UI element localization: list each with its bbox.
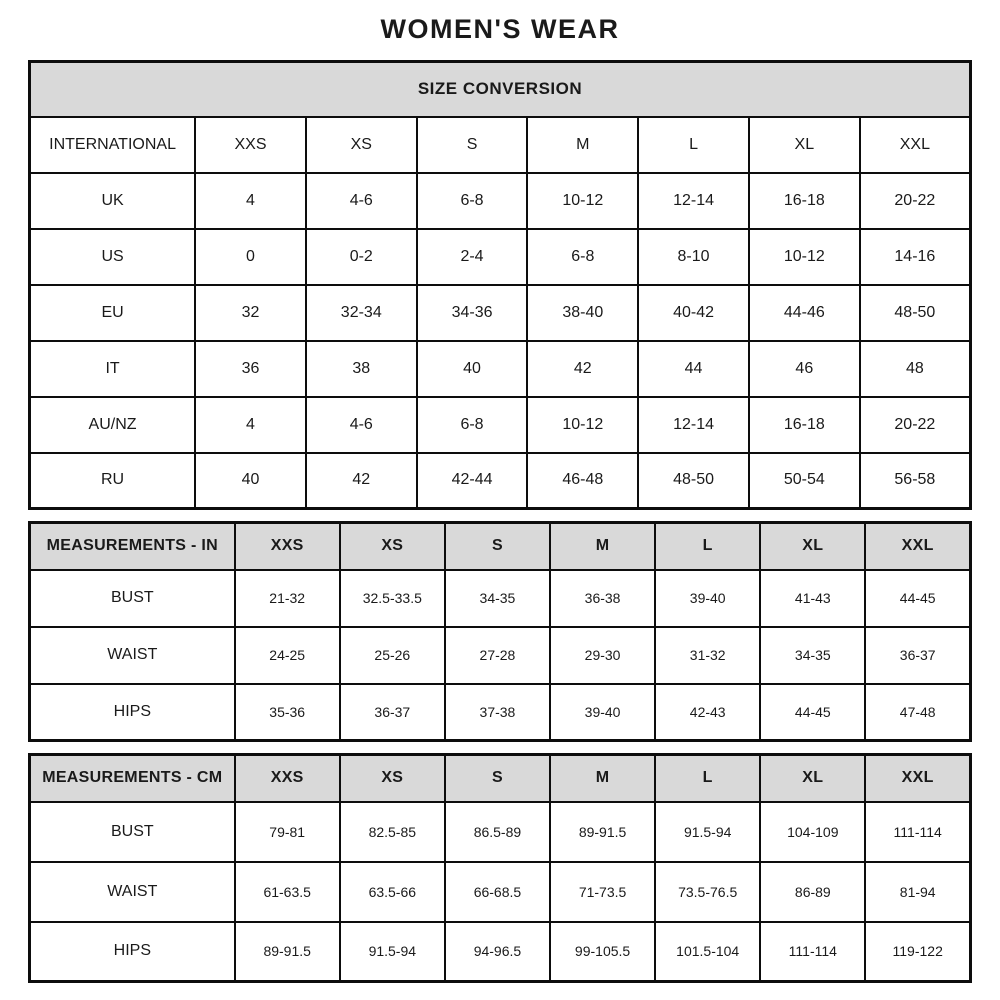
value-cell: 6-8 xyxy=(527,229,638,285)
value-cell: 111-114 xyxy=(760,922,865,982)
value-cell: 36-37 xyxy=(340,684,445,741)
value-cell: 12-14 xyxy=(638,173,749,229)
table-row xyxy=(30,922,971,982)
value-cell: 44-45 xyxy=(865,570,970,627)
size-conversion-table xyxy=(28,60,972,510)
value-cell: 8-10 xyxy=(638,229,749,285)
value-cell: 71-73.5 xyxy=(550,862,655,922)
value-cell: 35-36 xyxy=(235,684,340,741)
table-row xyxy=(30,397,971,453)
value-cell: 82.5-85 xyxy=(340,802,445,862)
column-header: XXL xyxy=(865,755,970,802)
value-cell: 20-22 xyxy=(860,397,971,453)
column-header-row xyxy=(30,523,971,570)
value-cell: 34-35 xyxy=(760,627,865,684)
value-cell: 37-38 xyxy=(445,684,550,741)
value-cell: 36-37 xyxy=(865,627,970,684)
value-cell: 34-36 xyxy=(417,285,528,341)
value-cell: 39-40 xyxy=(550,684,655,741)
column-header: XXS xyxy=(195,117,306,173)
value-cell: 91.5-94 xyxy=(655,802,760,862)
value-cell: 25-26 xyxy=(340,627,445,684)
value-cell: 50-54 xyxy=(749,453,860,509)
value-cell: 42 xyxy=(306,453,417,509)
value-cell: 42 xyxy=(527,341,638,397)
value-cell: 24-25 xyxy=(235,627,340,684)
column-header: L xyxy=(655,523,760,570)
value-cell: 79-81 xyxy=(235,802,340,862)
row-label: US xyxy=(30,229,196,285)
value-cell: 6-8 xyxy=(417,173,528,229)
row-label: EU xyxy=(30,285,196,341)
value-cell: 46 xyxy=(749,341,860,397)
value-cell: 66-68.5 xyxy=(445,862,550,922)
value-cell: 47-48 xyxy=(865,684,970,741)
value-cell: 32.5-33.5 xyxy=(340,570,445,627)
column-header: XS xyxy=(340,523,445,570)
table-row xyxy=(30,285,971,341)
table-row xyxy=(30,453,971,509)
row-label: AU/NZ xyxy=(30,397,196,453)
table-row xyxy=(30,341,971,397)
value-cell: 16-18 xyxy=(749,173,860,229)
table-row xyxy=(30,684,971,741)
table-row xyxy=(30,173,971,229)
value-cell: 20-22 xyxy=(860,173,971,229)
value-cell: 44 xyxy=(638,341,749,397)
value-cell: 63.5-66 xyxy=(340,862,445,922)
value-cell: 42-44 xyxy=(417,453,528,509)
row-label: BUST xyxy=(30,570,235,627)
column-header: XXS xyxy=(235,755,340,802)
column-header: S xyxy=(417,117,528,173)
value-cell: 41-43 xyxy=(760,570,865,627)
value-cell: 36 xyxy=(195,341,306,397)
value-cell: 111-114 xyxy=(865,802,970,862)
value-cell: 6-8 xyxy=(417,397,528,453)
table-row xyxy=(30,802,971,862)
measurements-cm-table xyxy=(28,753,972,983)
row-label: WAIST xyxy=(30,862,235,922)
value-cell: 44-46 xyxy=(749,285,860,341)
column-header: XS xyxy=(340,755,445,802)
value-cell: 39-40 xyxy=(655,570,760,627)
value-cell: 81-94 xyxy=(865,862,970,922)
column-header: M xyxy=(550,755,655,802)
value-cell: 10-12 xyxy=(749,229,860,285)
row-group-label: MEASUREMENTS - IN xyxy=(30,523,235,570)
column-header-row xyxy=(30,117,971,173)
value-cell: 4 xyxy=(195,397,306,453)
column-header: XL xyxy=(749,117,860,173)
row-label: IT xyxy=(30,341,196,397)
value-cell: 14-16 xyxy=(860,229,971,285)
value-cell: 12-14 xyxy=(638,397,749,453)
value-cell: 48 xyxy=(860,341,971,397)
row-group-label: INTERNATIONAL xyxy=(30,117,196,173)
row-label: RU xyxy=(30,453,196,509)
value-cell: 38 xyxy=(306,341,417,397)
value-cell: 86.5-89 xyxy=(445,802,550,862)
column-header: XS xyxy=(306,117,417,173)
value-cell: 27-28 xyxy=(445,627,550,684)
value-cell: 119-122 xyxy=(865,922,970,982)
value-cell: 10-12 xyxy=(527,397,638,453)
value-cell: 104-109 xyxy=(760,802,865,862)
column-header: XXL xyxy=(860,117,971,173)
column-header: XL xyxy=(760,755,865,802)
table-row xyxy=(30,229,971,285)
page-title: WOMEN'S WEAR xyxy=(380,14,620,44)
value-cell: 94-96.5 xyxy=(445,922,550,982)
row-label: HIPS xyxy=(30,684,235,741)
value-cell: 99-105.5 xyxy=(550,922,655,982)
table-title-row xyxy=(30,62,971,117)
row-label: HIPS xyxy=(30,922,235,982)
value-cell: 21-32 xyxy=(235,570,340,627)
value-cell: 46-48 xyxy=(527,453,638,509)
value-cell: 61-63.5 xyxy=(235,862,340,922)
value-cell: 2-4 xyxy=(417,229,528,285)
value-cell: 16-18 xyxy=(749,397,860,453)
value-cell: 10-12 xyxy=(527,173,638,229)
row-label: WAIST xyxy=(30,627,235,684)
table-row xyxy=(30,862,971,922)
value-cell: 32-34 xyxy=(306,285,417,341)
table-row xyxy=(30,627,971,684)
value-cell: 40-42 xyxy=(638,285,749,341)
value-cell: 32 xyxy=(195,285,306,341)
value-cell: 0-2 xyxy=(306,229,417,285)
column-header: L xyxy=(655,755,760,802)
value-cell: 4-6 xyxy=(306,397,417,453)
value-cell: 38-40 xyxy=(527,285,638,341)
column-header: M xyxy=(550,523,655,570)
column-header: XXL xyxy=(865,523,970,570)
row-label: UK xyxy=(30,173,196,229)
value-cell: 29-30 xyxy=(550,627,655,684)
value-cell: 42-43 xyxy=(655,684,760,741)
value-cell: 89-91.5 xyxy=(235,922,340,982)
row-group-label: MEASUREMENTS - CM xyxy=(30,755,235,802)
value-cell: 48-50 xyxy=(638,453,749,509)
column-header: S xyxy=(445,523,550,570)
value-cell: 91.5-94 xyxy=(340,922,445,982)
value-cell: 73.5-76.5 xyxy=(655,862,760,922)
column-header: XXS xyxy=(235,523,340,570)
column-header: S xyxy=(445,755,550,802)
row-label: BUST xyxy=(30,802,235,862)
value-cell: 36-38 xyxy=(550,570,655,627)
column-header-row xyxy=(30,755,971,802)
measurements-in-table xyxy=(28,521,972,742)
column-header: L xyxy=(638,117,749,173)
value-cell: 89-91.5 xyxy=(550,802,655,862)
value-cell: 40 xyxy=(195,453,306,509)
value-cell: 31-32 xyxy=(655,627,760,684)
value-cell: 101.5-104 xyxy=(655,922,760,982)
value-cell: 48-50 xyxy=(860,285,971,341)
value-cell: 4 xyxy=(195,173,306,229)
value-cell: 0 xyxy=(195,229,306,285)
value-cell: 56-58 xyxy=(860,453,971,509)
value-cell: 4-6 xyxy=(306,173,417,229)
value-cell: 44-45 xyxy=(760,684,865,741)
table-row xyxy=(30,570,971,627)
column-header: M xyxy=(527,117,638,173)
value-cell: 34-35 xyxy=(445,570,550,627)
size-conversion-title: SIZE CONVERSION xyxy=(30,62,971,117)
value-cell: 86-89 xyxy=(760,862,865,922)
column-header: XL xyxy=(760,523,865,570)
value-cell: 40 xyxy=(417,341,528,397)
